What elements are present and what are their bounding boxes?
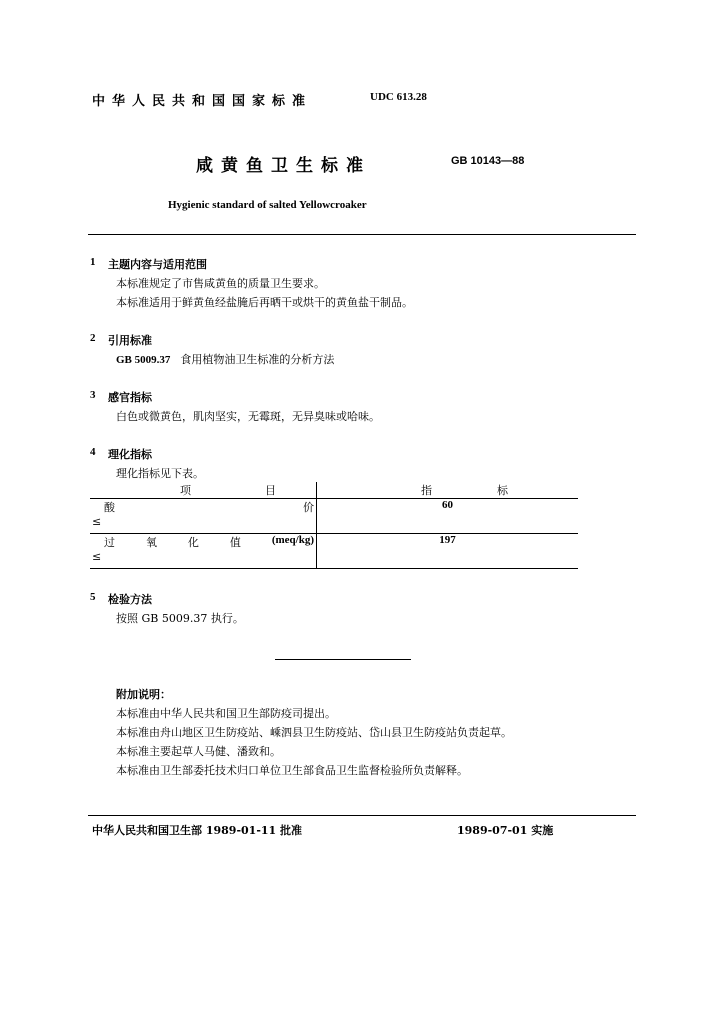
header-divider [88,234,636,235]
label-char: 过 [104,536,115,549]
section-1-line-1: 本标准规定了市售咸黄鱼的质量卫生要求。 [116,277,325,290]
table-row [90,534,578,569]
section-5-number: 5 [90,591,96,603]
section-2-ref [116,351,334,367]
row-acid-label [90,499,317,534]
le-sign: ≤ [92,515,102,528]
appendix-line-2: 本标准由舟山地区卫生防疫站、嵊泗县卫生防疫站、岱山县卫生防疫站负责起草。 [116,726,512,739]
header-item-char-2: 目 [265,484,276,497]
approval-note: 中华人民共和国卫生部 1989-01-11 批准 [92,824,303,837]
section-1-number: 1 [90,256,96,268]
label-char: 价 [303,501,314,514]
footer-divider [88,815,636,816]
label-char: 化 [187,536,199,549]
section-5-title: 检验方法 [108,593,152,606]
ref-name: 食用植物油卫生标准的分析方法 [180,353,335,366]
header-item-char-1: 项 [180,484,191,497]
le-sign: ≤ [92,550,102,563]
section-4-intro: 理化指标见下表。 [116,467,204,480]
header-item [90,482,317,499]
section-3-number: 3 [90,389,96,401]
ref-code: GB 5009.37 [116,354,171,366]
physicochemical-table [90,482,578,569]
appendix-line-4: 本标准由卫生部委托技术归口单位卫生部食品卫生监督检验所负责解释。 [116,764,468,777]
udc-code: UDC 613.28 [370,91,427,103]
table-row [90,499,578,534]
english-title: Hygienic standard of salted Yellowcroaker [168,199,367,211]
row-peroxide-value: 197 [317,534,579,569]
end-rule [275,659,411,660]
header-index [317,482,579,499]
section-2-title: 引用标准 [108,334,152,347]
effective-note: 1989-07-01 实施 [457,824,554,837]
document-title: 咸黄鱼卫生标准 [196,156,371,176]
label-char: 酸 [104,501,115,514]
section-5-line: 按照 GB 5009.37 执行。 [116,612,244,625]
appendix-line-1: 本标准由中华人民共和国卫生部防疫司提出。 [116,707,336,720]
section-3-line: 白色或微黄色，肌肉坚实，无霉斑，无异臭味或哈味。 [116,410,380,423]
label-char: 值 [229,536,241,549]
table-header-row [90,482,578,499]
header-index-char-1: 指 [421,484,432,497]
section-2-number: 2 [90,332,96,344]
issuing-body: 中华人民共和国国家标准 [92,94,313,109]
section-4-number: 4 [90,446,96,458]
header-index-char-2: 标 [497,484,508,497]
label-unit: (meq/kg) [271,534,314,546]
row-peroxide-label [90,534,317,569]
section-4-title: 理化指标 [108,448,152,461]
row-acid-value: 60 [317,499,579,534]
section-1-title: 主题内容与适用范围 [108,258,207,271]
section-1-line-2: 本标准适用于鲜黄鱼经盐腌后再晒干或烘干的黄鱼盐干制品。 [116,296,413,309]
label-char: 氧 [145,536,157,549]
section-3-title: 感官指标 [108,391,152,404]
standard-code: GB 10143—88 [451,155,525,167]
appendix-title: 附加说明： [116,688,171,701]
appendix-line-3: 本标准主要起草人马健、潘致和。 [116,745,281,758]
